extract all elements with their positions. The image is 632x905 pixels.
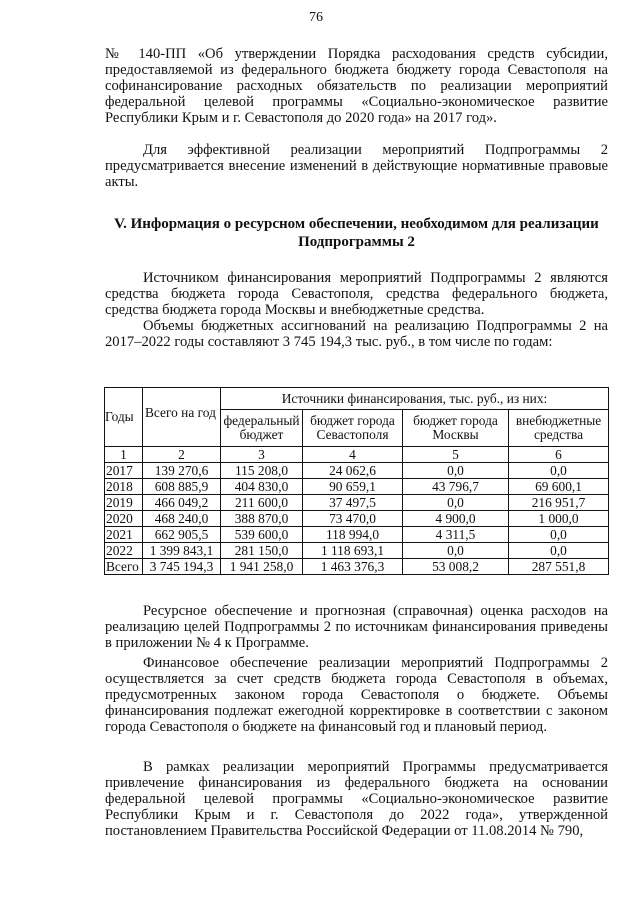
table-cell-value: 468 240,0 [143,511,221,527]
table-cell-value: 281 150,0 [221,543,303,559]
table-row [105,511,609,527]
table-cell-value: 0,0 [509,527,609,543]
table-cell-value: 37 497,5 [303,495,403,511]
table-cell-value: 0,0 [509,543,609,559]
table-cell-value: 388 870,0 [221,511,303,527]
table-cell-value: 43 796,7 [403,479,509,495]
table-body [105,463,609,575]
table-row [105,559,609,575]
section-heading [105,215,608,251]
paragraph-resource-assessment: Ресурсное обеспечение и прогнозная (справочная) оценка расходов на реализацию целей Подпрограммы 2 по источникам финансирования приведены в приложении № 4 к Программе. [105,603,608,651]
funding-table [104,387,609,575]
table-cell-value: 118 994,0 [303,527,403,543]
table-cell-value: 608 885,9 [143,479,221,495]
col-number: 1 [105,447,143,463]
table-cell-value: 404 830,0 [221,479,303,495]
header-offbudget: внебюджетные средства [509,410,609,447]
table-cell-year: 2022 [105,543,143,559]
table-row [105,463,609,479]
table-cell-year: 2017 [105,463,143,479]
header-moscow: бюджет города Москвы [403,410,509,447]
paragraph-financial-support: Финансовое обеспечение реализации мероприятий Подпрограммы 2 осуществляется за счет средств бюджета города Севастополя в объемах, предусмотренных законом города Севастополя о бюджете. Объемы финансирования подлежат ежегодной корректировке в соответствии с законом города Севастополя о бюджете на финансовый год и плановый период. [105,655,608,735]
table-cell-value: 90 659,1 [303,479,403,495]
table-cell-year: 2018 [105,479,143,495]
table-row [105,543,609,559]
table-cell-value: 1 463 376,3 [303,559,403,575]
table-cell-value: 24 062,6 [303,463,403,479]
table-cell-value: 0,0 [403,495,509,511]
table-cell-value: 1 941 258,0 [221,559,303,575]
table-cell-value: 0,0 [403,543,509,559]
table-column-numbers [105,447,609,463]
section-heading-line-1: V. Информация о ресурсном обеспечении, необходимом для реализации [114,216,599,232]
table-cell-value: 139 270,6 [143,463,221,479]
col-number: 4 [303,447,403,463]
col-number: 6 [509,447,609,463]
table-cell-value: 115 208,0 [221,463,303,479]
table-cell-value: 73 470,0 [303,511,403,527]
table-cell-value: 662 905,5 [143,527,221,543]
table-row [105,527,609,543]
col-number: 2 [143,447,221,463]
table-cell-year: 2020 [105,511,143,527]
table-cell-value: 211 600,0 [221,495,303,511]
header-years: Годы [105,388,143,447]
paragraph-funding-sources: Источником финансирования мероприятий Подпрограммы 2 являются средства бюджета города Севастополя, средства федерального бюджета, средства бюджета города Москвы и внебюджетные средства. [105,270,608,318]
header-federal: федеральный бюджет [221,410,303,447]
table-cell-year: 2021 [105,527,143,543]
section-heading-line-2: Подпрограммы 2 [298,234,415,250]
table-cell-value: 216 951,7 [509,495,609,511]
table-cell-value: 53 008,2 [403,559,509,575]
table-cell-value: 69 600,1 [509,479,609,495]
table-row [105,495,609,511]
paragraph-order-reference: № 140-ПП «Об утверждении Порядка расходования средств субсидии, предоставляемой из федерального бюджета бюджету города Севастополя на софинансирование расходных обязательств по реализации мероприятий федеральной целевой программы «Социально-экономическое развитие Республики Крым и г. Севастополя до 2020 года» на 2017 год». [105,46,608,126]
col-number: 3 [221,447,303,463]
table-cell-value: 1 399 843,1 [143,543,221,559]
col-number: 5 [403,447,509,463]
table-cell-value: 0,0 [403,463,509,479]
table-cell-year: Всего [105,559,143,575]
table-cell-value: 0,0 [509,463,609,479]
header-total: Всего на год [143,388,221,447]
paragraph-legal-acts: Для эффективной реализации мероприятий Подпрограммы 2 предусматривается внесение изменений в действующие нормативные правовые акты. [105,142,608,190]
table-header-row [105,388,609,410]
table-cell-value: 1 000,0 [509,511,609,527]
table-cell-value: 4 900,0 [403,511,509,527]
paragraph-federal-attraction: В рамках реализации мероприятий Программы предусматривается привлечение финансирования из федерального бюджета на основании федеральной целевой программы «Социально-экономическое развитие Республики Крым и г. Севастополя до 2022 года», утвержденной постановлением Правительства Российской Федерации от 11.08.2014 № 790, [105,759,608,839]
header-sources: Источники финансирования, тыс. руб., из них: [221,388,609,410]
table-cell-value: 1 118 693,1 [303,543,403,559]
header-sevastopol: бюджет города Севастополя [303,410,403,447]
table-row [105,479,609,495]
table-cell-value: 3 745 194,3 [143,559,221,575]
paragraph-budget-volumes: Объемы бюджетных ассигнований на реализацию Подпрограммы 2 на 2017–2022 годы составляют 3 745 194,3 тыс. руб., в том числе по годам: [105,318,608,350]
table-cell-year: 2019 [105,495,143,511]
table-cell-value: 287 551,8 [509,559,609,575]
page-number: 76 [309,10,323,25]
table-cell-value: 539 600,0 [221,527,303,543]
table-cell-value: 4 311,5 [403,527,509,543]
table-cell-value: 466 049,2 [143,495,221,511]
